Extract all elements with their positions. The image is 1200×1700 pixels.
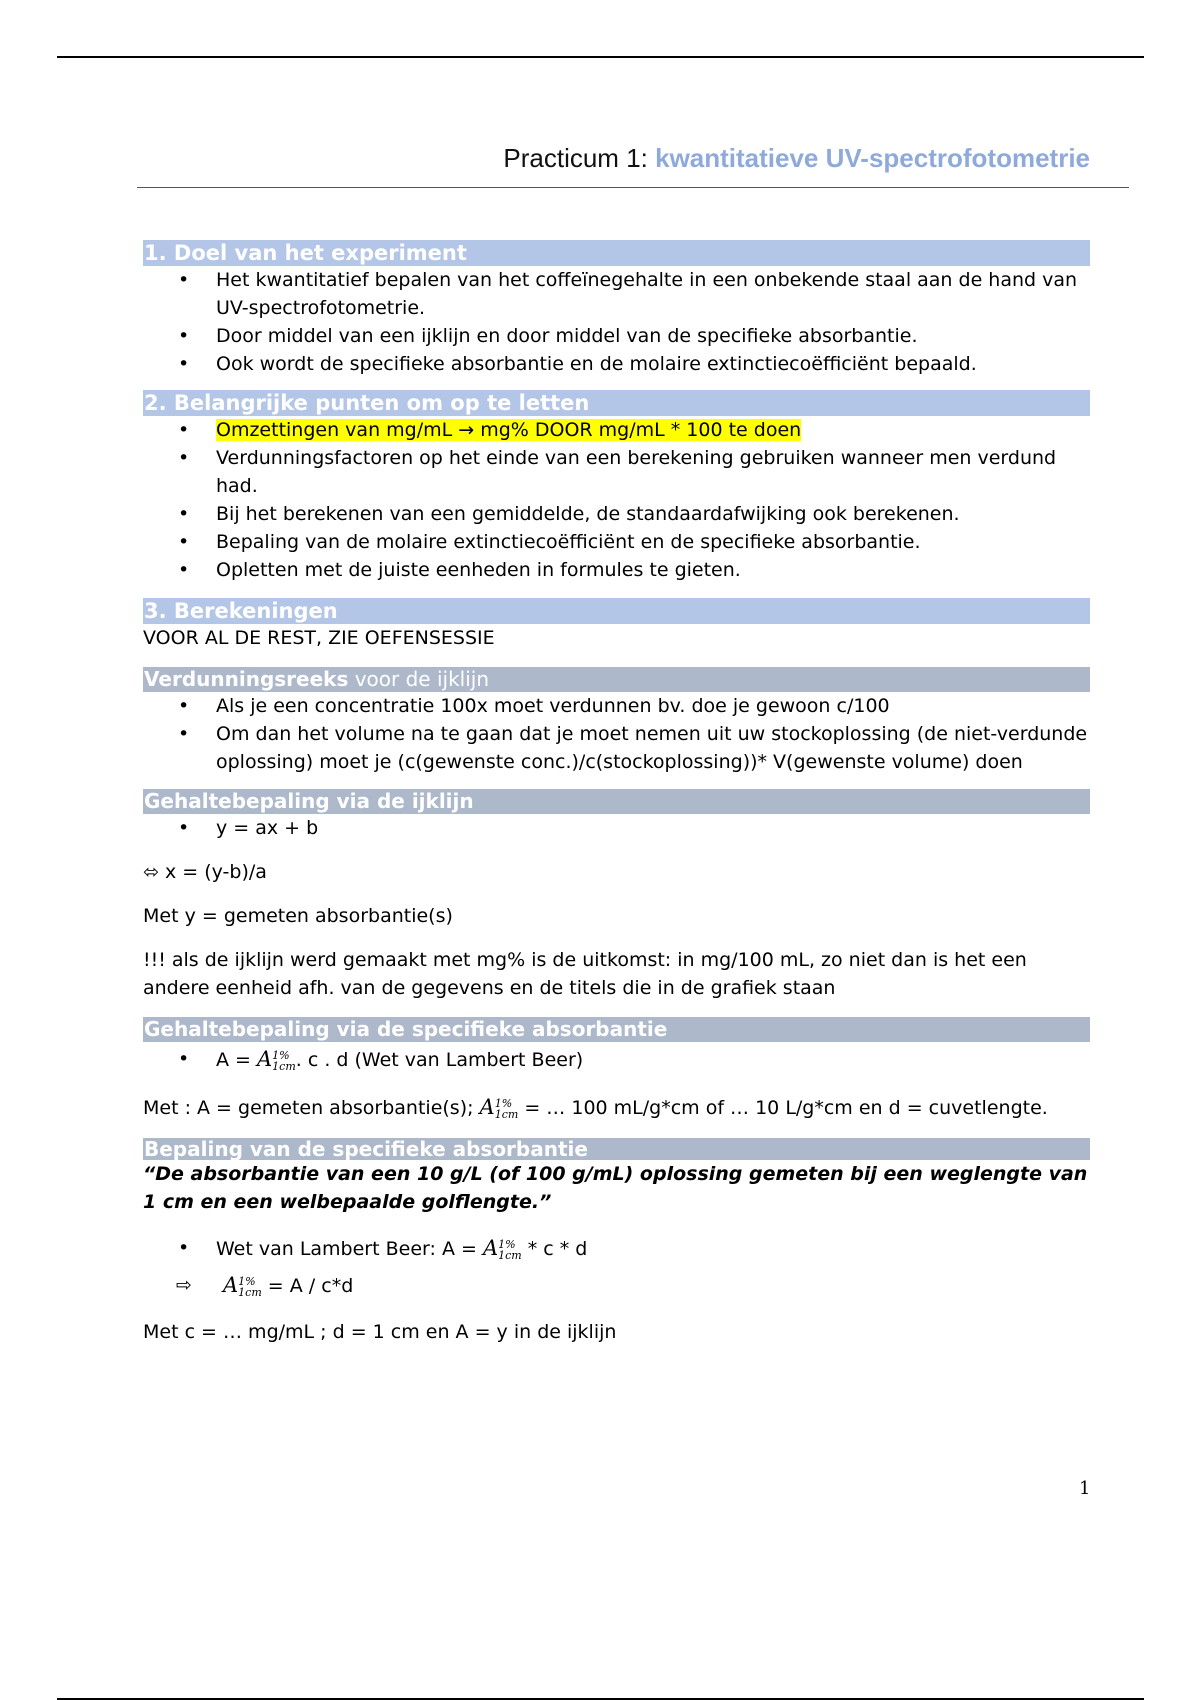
specifiek-explanation: Met : A = gemeten absorbantie(s); A 1% 1cm = … 100 mL/g*cm of … 10 L/g*cm en d = cuvetlengte. bbox=[143, 1095, 1048, 1121]
list-item-highlighted bbox=[143, 416, 1090, 444]
specific-absorbance-symbol: A 1% 1cm bbox=[223, 1273, 262, 1299]
section-heading-punten: 2. Belangrijke punten om op te letten bbox=[143, 390, 1090, 416]
highlighted-text: Omzettingen van mg/mL → mg% DOOR mg/mL * 100 te doen bbox=[216, 419, 802, 441]
oefensessie-note: VOOR AL DE REST, ZIE OEFENSESSIE bbox=[143, 627, 495, 649]
subheading-specifieke-absorbantie: Gehaltebepaling via de specifieke absorbantie bbox=[143, 1017, 1090, 1042]
list-item: • Om dan het volume na te gaan dat je moet nemen uit uw stockoplossing (de niet-verdunde oplossing) moet je (c(gewenste conc.)/c(stockoplossing))* V(gewenste volume) doen bbox=[143, 720, 1090, 776]
punten-list bbox=[143, 416, 1090, 584]
document-body bbox=[143, 240, 1090, 1346]
specific-absorbance-symbol: A 1% 1cm bbox=[257, 1047, 296, 1073]
page-title-prefix: Practicum 1: bbox=[503, 143, 656, 173]
specific-absorbance-symbol: A 1% 1cm bbox=[479, 1095, 519, 1121]
subheading-bepaling: Bepaling van de specifieke absorbantie bbox=[143, 1138, 1090, 1160]
title-rule bbox=[137, 187, 1129, 188]
subheading-ijklijn: Gehaltebepaling via de ijklijn bbox=[143, 789, 1090, 814]
formula-note: Met y = gemeten absorbantie(s) bbox=[143, 905, 453, 927]
list-item: • Verdunningsfactoren op het einde van een berekening gebruiken wanneer men verdund had. bbox=[143, 444, 1090, 500]
formula-text: . c . d (Wet van Lambert Beer) bbox=[295, 1049, 584, 1071]
page-number: 1 bbox=[1079, 1478, 1091, 1499]
definition-quote: “De absorbantie van een 10 g/L (of 100 g/mL) oplossing gemeten bij een weglengte van 1 cm en een welbepaalde golflengte.” bbox=[143, 1163, 1088, 1213]
page-title bbox=[503, 143, 1090, 174]
subheading-verdunningsreeks bbox=[143, 667, 1090, 692]
specifiek-list bbox=[143, 1042, 1090, 1077]
verdunning-list bbox=[143, 692, 1090, 776]
section-heading-doel: 1. Doel van het experiment bbox=[143, 240, 1090, 266]
section-heading-berekeningen: 3. Berekeningen bbox=[143, 598, 1090, 624]
list-item: • Wet van Lambert Beer: A = A 1% 1cm * c * d bbox=[143, 1230, 1090, 1267]
list-item: • Het kwantitatief bepalen van het coffeïnegehalte in een onbekende staal aan de hand van UV-spectrofotometrie. bbox=[143, 266, 1090, 322]
list-item: • y = ax + b bbox=[143, 814, 1090, 842]
bepaling-list bbox=[143, 1230, 1090, 1304]
list-item: • Door middel van een ijklijn en door middel van de specifieke absorbantie. bbox=[143, 322, 1090, 350]
doel-list bbox=[143, 266, 1090, 378]
specific-absorbance-symbol: A 1% 1cm bbox=[482, 1236, 522, 1262]
formula-x: ⬄ x = (y-b)/a bbox=[143, 861, 267, 883]
list-item: • Opletten met de juiste eenheden in formules te gieten. bbox=[143, 556, 1090, 584]
page-top-rule bbox=[57, 56, 1144, 58]
ijklijn-warning: !!! als de ijklijn werd gemaakt met mg% is de uitkomst: in mg/100 mL, zo niet dan is het een andere eenheid afh. van de gegevens en de titels die in de grafiek staan bbox=[143, 949, 1027, 999]
subheading-light: voor de ijklijn bbox=[348, 667, 490, 691]
bepaling-note: Met c = … mg/mL ; d = 1 cm en A = y in de ijklijn bbox=[143, 1321, 617, 1343]
subheading-bold: Verdunningsreeks bbox=[144, 667, 349, 691]
list-item: • Bij het berekenen van een gemiddelde, de standaardafwijking ook berekenen. bbox=[143, 500, 1090, 528]
ijklijn-list bbox=[143, 814, 1090, 842]
list-item: • Ook wordt de specifieke absorbantie en de molaire extinctiecoëfficiënt bepaald. bbox=[143, 350, 1090, 378]
page-title-accent: kwantitatieve UV-spectrofotometrie bbox=[655, 143, 1090, 173]
list-item: • Bepaling van de molaire extinctiecoëfficiënt en de specifieke absorbantie. bbox=[143, 528, 1090, 556]
formula-text: A = bbox=[216, 1049, 257, 1071]
list-item: • Als je een concentratie 100x moet verdunnen bv. doe je gewoon c/100 bbox=[143, 692, 1090, 720]
list-item: ⇨ A 1% 1cm = A / c*d bbox=[143, 1267, 1090, 1304]
list-item bbox=[143, 1042, 1090, 1077]
